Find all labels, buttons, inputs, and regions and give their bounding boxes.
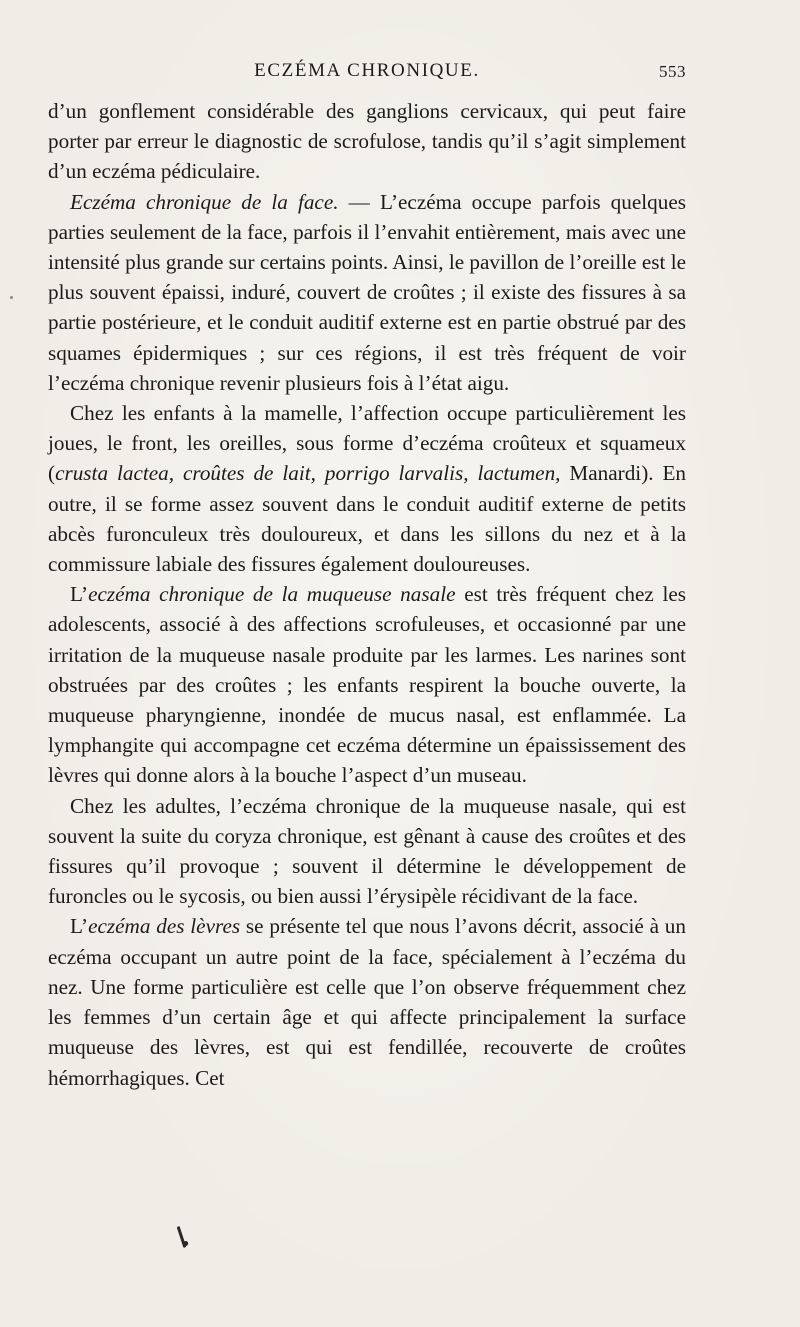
running-head — [48, 58, 686, 84]
paragraph-4 — [48, 579, 686, 790]
paragraph-4-article: L’ — [70, 582, 89, 607]
page-number: 553 — [659, 62, 686, 81]
paragraph-2-text: — L’eczéma occupe parfois quelques parties seulement de la face, parfois il l’envahit entièrement, mais avec une intensité plus grande sur certains points. Ainsi, le pavillon de l’oreille est le plus souvent épaissi, induré, couvert de croûtes ; il existe des fissures à sa partie postérieure, et le conduit auditif externe est en partie obstrué par des squames épidermiques ; sur ces régions, il est très fréquent de voir l’eczéma chronique revenir plusieurs fois à l’état aigu. — [48, 189, 687, 395]
body-text — [48, 96, 686, 1093]
paragraph-6-article: L’ — [70, 914, 89, 939]
paragraph-2 — [48, 187, 686, 398]
paragraph-5-text: Chez les adultes, l’eczéma chronique de la muqueuse nasale, qui est souvent la suite du coryza chronique, est gênant à cause des croûtes et des fissures qu’il provoque ; souvent il détermine le développement de furoncles ou le sycosis, ou bien aussi l’érysipèle récidivant de la face. — [48, 793, 686, 909]
paragraph-3-text-a: Chez les enfants à la mamelle, l’affection occupe particulièrement les joues, le front, les oreilles, sous forme d’eczéma croûteux et squameux ( — [48, 401, 686, 486]
section-heading-lips: eczéma des lèvres — [88, 914, 241, 939]
margin-ink-mark — [177, 1226, 187, 1248]
paragraph-6-text: se présente tel que nous l’avons décrit, associé à un eczéma occupant un autre point de la face, spécialement à l’eczéma du nez. Une forme particulière est celle que l’on observe fréquemment chez les femmes d’un certain âge et qui affecte principalement la surface muqueuse des lèvres, est qui est fendillée, recouverte de croûtes hémorrhagiques. Cet — [48, 914, 686, 1090]
paragraph-1 — [48, 96, 686, 187]
paragraph-1-text: d’un gonflement considérable des ganglions cervicaux, qui peut faire porter par erreur le diagnostic de scrofulose, tandis qu’il s’agit simplement d’un eczéma pédiculaire. — [48, 99, 686, 184]
paragraph-4-text: est très fréquent chez les adolescents, associé à des affections scrofuleuses, et occasionné par une irritation de la muqueuse nasale produite par les larmes. Les narines sont obstruées par des croûtes ; les enfants respirent la bouche ouverte, la muqueuse pharyngienne, inondée de mucus nasal, est enflammée. La lymphangite qui accompagne cet eczéma détermine un épaississement des lèvres qui donne alors à la bouche l’aspect d’un museau. — [48, 582, 686, 788]
running-title: ECZÉMA CHRONIQUE. — [254, 60, 480, 81]
section-heading-nasal: eczéma chronique de la muqueuse nasale — [88, 582, 456, 607]
section-heading-face: Eczéma chronique de la face. — [70, 189, 339, 214]
margin-speck — [10, 296, 13, 299]
paragraph-6 — [48, 911, 686, 1092]
paragraph-3-text-b: Manardi). En outre, il se forme assez souvent dans le conduit auditif externe de petits abcès furonculeux très douloureux, et dans les sillons du nez et à la commissure labiale des fissures également douloureuses. — [48, 461, 687, 577]
paragraph-3-latin-terms: crusta lactea, croûtes de lait, porrigo larvalis, lactumen, — [55, 461, 561, 486]
paragraph-3 — [48, 398, 686, 579]
paragraph-5 — [48, 791, 686, 912]
